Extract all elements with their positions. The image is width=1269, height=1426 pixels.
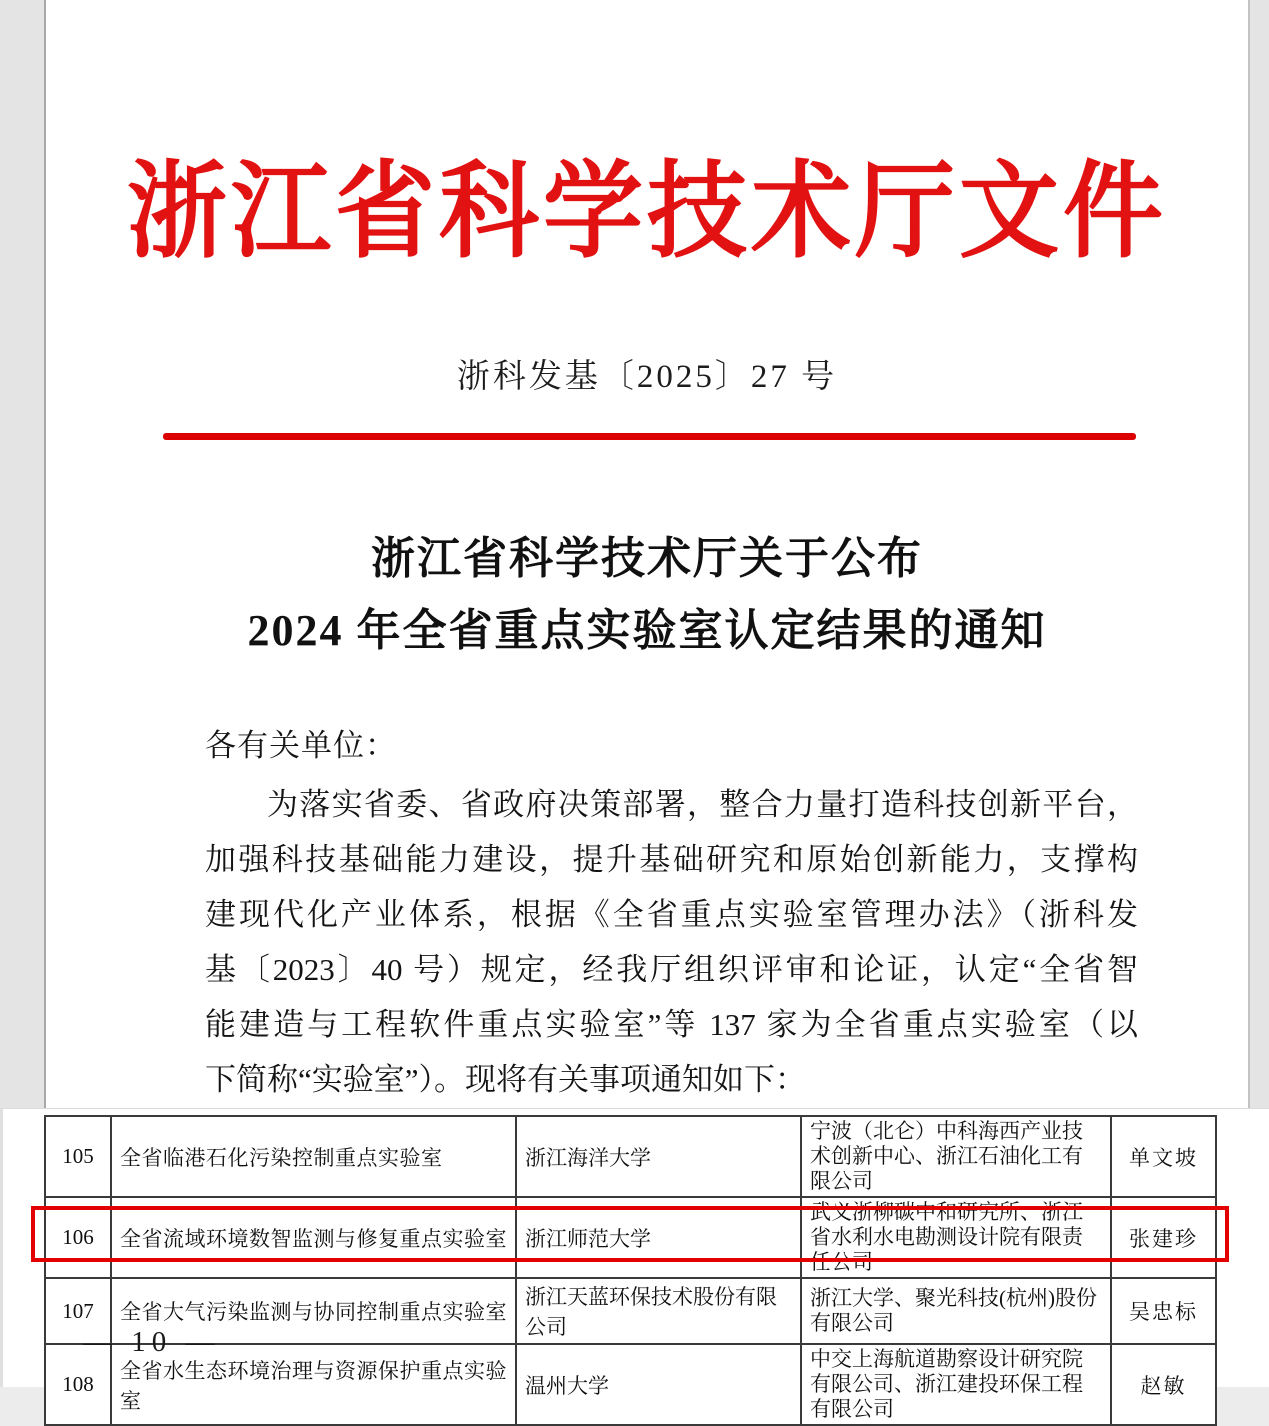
body-text-line: 为落实省委、省政府决策部署，整合力量打造科技创新平台， [267, 787, 1138, 822]
director-cell: 吴忠标 [1111, 1278, 1216, 1344]
institution-cell: 温州大学 [516, 1344, 801, 1425]
scan-margin-right [1248, 0, 1269, 1155]
notice-title-line2: 2024 年全省重点实验室认定结果的通知 [247, 606, 1047, 655]
body-text-line: 基〔2023〕40 号）规定，经我厅组织评审和论证，认定“全省智 [205, 952, 1138, 987]
scan-margin-left [0, 0, 46, 1108]
lab-name-cell: 全省大气污染监测与协同控制重点实验室 [111, 1278, 516, 1344]
laboratory-table [44, 1115, 1217, 1426]
row-number-cell: 108 [45, 1344, 111, 1425]
institution-cell: 浙江师范大学 [516, 1197, 801, 1278]
director-cell: 张建珍 [1111, 1197, 1216, 1278]
director-cell: 单文坡 [1111, 1116, 1216, 1197]
table-row [45, 1197, 1216, 1278]
partners-cell: 中交上海航道勘察设计研究院有限公司、浙江建投环保工程有限公司 [801, 1344, 1111, 1425]
letterhead-title: 浙江省科学技术厅文件 [127, 154, 1167, 271]
letterhead-red-rule [163, 433, 1136, 440]
partners-cell: 浙江大学、聚光科技(杭州)股份有限公司 [801, 1278, 1111, 1344]
partners-cell: 宁波（北仑）中科海西产业技术创新中心、浙江石油化工有限公司 [801, 1116, 1111, 1197]
page-number: — 10 — [83, 1326, 221, 1358]
lab-name-cell: 全省流域环境数智监测与修复重点实验室 [111, 1197, 516, 1278]
document-number: 浙科发基〔2025〕27 号 [456, 359, 838, 395]
table-row [45, 1116, 1216, 1197]
notice-title-line1: 浙江省科学技术厅关于公布 [371, 534, 923, 583]
row-number-cell: 105 [45, 1116, 111, 1197]
lab-name-cell: 全省临港石化污染控制重点实验室 [111, 1116, 516, 1197]
institution-cell: 浙江海洋大学 [516, 1116, 801, 1197]
salutation: 各有关单位： [205, 728, 397, 763]
institution-cell: 浙江天蓝环保技术股份有限公司 [516, 1278, 801, 1344]
partners-cell: 武义浙柳碳中和研究所、浙江省水利水电勘测设计院有限责任公司 [801, 1197, 1111, 1278]
row-number-cell: 106 [45, 1197, 111, 1278]
body-text-line: 建现代化产业体系，根据《全省重点实验室管理办法》（浙科发 [205, 897, 1138, 932]
row-number-cell: 107 [45, 1278, 111, 1344]
director-cell: 赵敏 [1111, 1344, 1216, 1425]
body-text-line: 能建造与工程软件重点实验室”等 137 家为全省重点实验室（以 [205, 1007, 1138, 1042]
lab-name-cell: 全省水生态环境治理与资源保护重点实验室 [111, 1344, 516, 1425]
body-text-line: 下简称“实验室”）。现将有关事项通知如下： [205, 1062, 807, 1097]
body-text-line: 加强科技基础能力建设，提升基础研究和原始创新能力，支撑构 [205, 842, 1138, 877]
